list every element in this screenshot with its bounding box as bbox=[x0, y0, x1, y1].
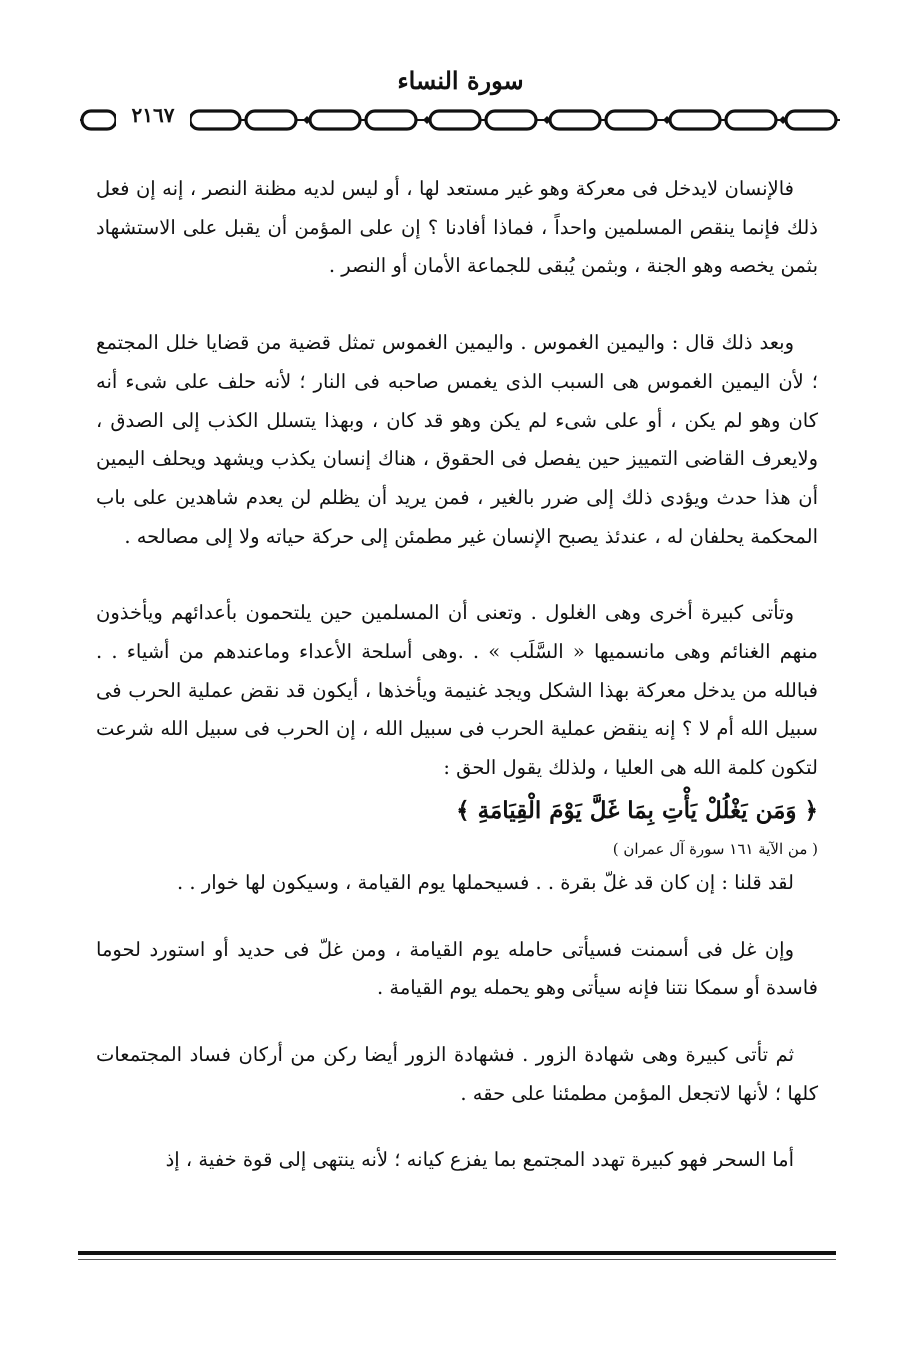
paragraph: لقد قلنا : إن كان قد غلّ بقرة . . فسيحملها يوم القيامة ، وسيكون لها خوار . . bbox=[177, 870, 794, 894]
paragraph: وإن غل فى أسمنت فسيأتى حامله يوم القيامة ، ومن غلّ فى حديد أو استورد لحوما فاسدة أو سمكا نتنا فإنه سيأتى وهو يحمله يوم القيامة . bbox=[96, 937, 818, 1000]
page-body bbox=[96, 170, 818, 1180]
page-number: ٢١٦٧ bbox=[116, 103, 190, 127]
paragraph-spacer bbox=[96, 286, 818, 324]
header-ornament-border bbox=[80, 100, 840, 140]
paragraph-spacer bbox=[96, 903, 818, 931]
paragraph: وتأتى كبيرة أخرى وهى الغلول . وتعنى أن المسلمين حين يلتحمون بأعدائهم ويأخذون منهم الغنائم وهى مانسميها « السَّلَب » . .وهى أسلحة الأعداء وماعندهم من أشياء . . فبالله من يدخل معركة بهذا الشكل ويجد غنيمة ويأخذها ، أيكون قد نقض عملية الحرب فى سبيل الله أم لا ؟ إنه ينقض عملية الحرب فى سبيل الله ، إن الحرب فى سبيل الله شرعت لتكون كلمة الله هى العليا ، ولذلك يقول الحق : bbox=[96, 601, 818, 780]
verse-reference: ( من الآية ١٦١ سورة آل عمران ) bbox=[612, 839, 818, 858]
paragraph: وبعد ذلك قال : واليمين الغموس . واليمين الغموس تمثل قضية من قضايا خلل المجتمع ؛ لأن اليمين الغموس هى السبب الذى يغمس صاحبه فى النار ؛ لأنه حلف على شىء أنه كان وهو لم يكن ، أو على شىء لم يكن وهو قد كان ، وبهذا يتسلل الكذب إلى الصدق ، ولايعرف القاضى التمييز حين يفصل فى الحقوق ، هناك إنسان يكذب ويشهد ويحلف اليمين أن هذا حدث ويؤدى ذلك إلى ضرر بالغير ، فمن يريد أن يظلم لن يعدم شاهدين على باب المحكمة يحلفان له ، عندئذ يصبح الإنسان غير مطمئن إلى حركة حياته ولا إلى مصالحه . bbox=[96, 331, 818, 548]
quran-verse: ﴿ وَمَن يَغْلُلْ يَأْتِ بِمَا غَلَّ يَوْمَ الْقِيَامَةِ ﴾ bbox=[456, 796, 818, 824]
paragraph: ثم تأتى كبيرة وهى شهادة الزور . فشهادة الزور أيضا ركن من أركان فساد المجتمعات كلها ؛ لأنها لاتجعل المؤمن مطمئنا على حقه . bbox=[96, 1042, 818, 1105]
paragraph: أما السحر فهو كبيرة تهدد المجتمع بما يفزع كيانه ؛ لأنه ينتهى إلى قوة خفية ، إذ bbox=[165, 1148, 794, 1172]
paragraph: فالإنسان لايدخل فى معركة وهو غير مستعد لها ، أو ليس لديه مظنة النصر ، إنه إن فعل ذلك فإنما ينقص المسلمين واحداً ، فماذا أفادنا ؟ إن على المؤمن أن يقبل على الاستشهاد بثمن يخصه وهو الجنة ، وبثمن يُبقى للجماعة الأمان أو النصر . bbox=[96, 177, 818, 278]
paragraph-spacer bbox=[96, 1113, 818, 1141]
footer-rule bbox=[78, 1251, 836, 1255]
surah-title: سورة النساء bbox=[397, 66, 524, 95]
paragraph-spacer bbox=[96, 556, 818, 594]
footer-rule-thin bbox=[78, 1259, 836, 1260]
paragraph-spacer bbox=[96, 1008, 818, 1036]
